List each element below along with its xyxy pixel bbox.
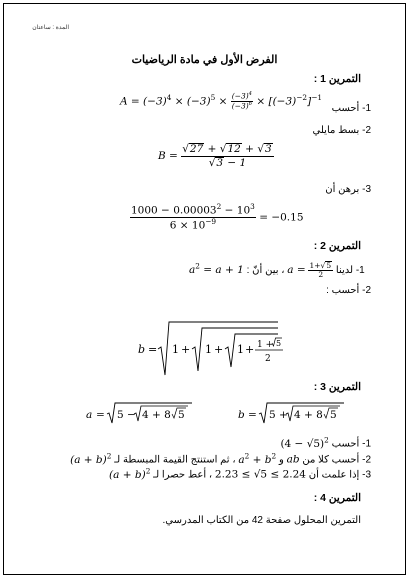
- svg-text:=: =: [248, 409, 257, 421]
- ex2-nested-radical: [124, 319, 284, 379]
- svg-text:+: +: [245, 343, 255, 356]
- svg-text:1: 1: [205, 343, 212, 356]
- ex3-q2-label: 2- أحسب كلا من: [302, 454, 371, 466]
- svg-text:1: 1: [237, 343, 244, 356]
- exercise-1-title: التمرين 1 :: [313, 73, 361, 85]
- exercise-3-title: التمرين 3 :: [313, 381, 361, 393]
- ex3-q2-line: $(a + b)^2$ ، ثم استنتج القيمة المبسطة لـ $a^2 + b^2$ و ab 2- أحسب كلا من: [70, 451, 371, 466]
- svg-text:5: 5: [276, 339, 282, 348]
- ex3-q1-line: $(4 - √5)^2$ 1- أحسب: [280, 435, 371, 450]
- duration-label: المدة : ساعتان: [32, 25, 69, 31]
- ex1-q3-label: 3- برهن أن: [325, 184, 371, 195]
- ex1-expression-proof: $\frac{1000 - 0.00003^2 - 10^3}{6 \times 10^{-9}}$ = −0.15: [131, 202, 304, 232]
- svg-text:5: 5: [330, 409, 337, 421]
- svg-text:b: b: [138, 343, 146, 356]
- ex3-radical-a: [84, 401, 194, 425]
- ex1-expression-b: B = $\frac{√27 + √12 + √3}{√3 - 1}$: [158, 143, 272, 169]
- ex1-expression-a: $A = (-3)^4 \times (-3)^5$ × $\frac{(-3)^4}{(-3)^6}$ × $[(-3)^{-2}]^{-1}$: [120, 91, 323, 111]
- svg-text:4 + 8: 4 + 8: [294, 409, 323, 421]
- exam-page: [3, 3, 406, 575]
- svg-text:5 −: 5 −: [117, 409, 136, 421]
- svg-text:2: 2: [265, 354, 271, 364]
- ex2-q1-prefix: 1- لدينا: [335, 264, 365, 276]
- svg-text:1 +: 1 +: [257, 340, 274, 350]
- svg-text:5 +: 5 +: [269, 409, 288, 421]
- exercise-4-text: التمرين المحلول صفحة 42 من الكتاب المدرسي.: [162, 515, 361, 526]
- ex3-q3-label: 3- إذا علمت أن: [308, 469, 371, 481]
- svg-text:+: +: [181, 343, 191, 356]
- ex2-q1-line: $a^2 = a + 1$ ، بين أنّ : a = $\frac{1+√5}{2}$ 1- لدينا: [189, 261, 365, 280]
- svg-text:1: 1: [172, 343, 179, 356]
- ex3-q1-label: 1- أحسب: [331, 438, 371, 450]
- page-title: الفرض الأول في مادة الرياضيات: [131, 54, 278, 66]
- exercise-2-title: التمرين 2 :: [313, 240, 361, 252]
- ex2-q2-label: 2- أحسب :: [326, 285, 371, 296]
- svg-text:+: +: [214, 343, 224, 356]
- ex2-q1-middle: ، بين أنّ :: [246, 264, 285, 276]
- svg-text:5: 5: [178, 409, 185, 421]
- svg-text:4 + 8: 4 + 8: [142, 409, 171, 421]
- svg-text:a: a: [86, 409, 93, 421]
- svg-text:=: =: [96, 409, 105, 421]
- svg-text:b: b: [238, 409, 245, 421]
- ex1-q2-label: 2- بسط مايلي: [312, 125, 371, 136]
- exercise-4-title: التمرين 4 :: [313, 492, 361, 504]
- ex3-radical-b: [236, 401, 346, 425]
- ex1-q1-label: 1- أحسب: [331, 103, 371, 114]
- ex3-q3-line: $(a + b)^2$ ، أعط حصرا لـ 2.23 ≤ √5 ≤ 2.24 3- إذا علمت أن: [109, 466, 371, 481]
- svg-text:=: =: [148, 343, 158, 356]
